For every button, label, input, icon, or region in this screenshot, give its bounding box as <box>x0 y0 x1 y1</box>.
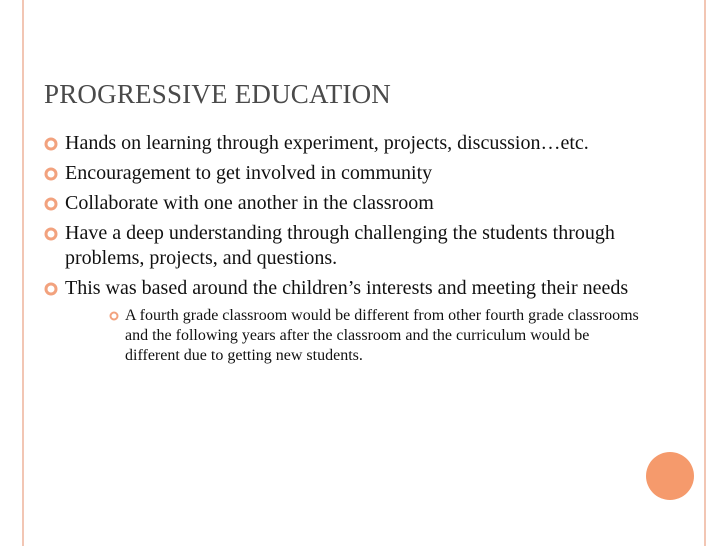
sub-bullet-list <box>109 306 644 366</box>
bullet-item <box>44 276 644 366</box>
bullet-item <box>44 221 644 271</box>
sub-bullet-item <box>109 306 644 366</box>
bullet-text: Have a deep understanding through challenging the students through problems, projects, and questions. <box>65 222 615 269</box>
bullet-text: This was based around the children’s interests and meeting their needs <box>65 277 629 299</box>
bullet-text: Encouragement to get involved in community <box>65 162 433 184</box>
bullet-item <box>44 161 644 186</box>
left-border-line <box>22 0 24 546</box>
slide-title: PROGRESSIVE EDUCATION <box>44 79 391 109</box>
bullet-item <box>44 131 644 156</box>
right-border-line <box>704 0 706 546</box>
ring-bullet-icon <box>44 282 58 296</box>
ring-bullet-icon <box>44 197 58 211</box>
ring-bullet-icon <box>44 167 58 181</box>
sub-bullet-text: A fourth grade classroom would be different from other fourth grade classrooms and the following years after the classroom and the curriculum would be different due to getting new students. <box>125 307 639 364</box>
bullet-item <box>44 191 644 216</box>
ring-bullet-icon <box>44 137 58 151</box>
bullet-text: Hands on learning through experiment, projects, discussion…etc. <box>65 132 589 154</box>
orange-circle <box>646 452 694 500</box>
bullet-list <box>44 131 644 371</box>
bullet-text: Collaborate with one another in the classroom <box>65 192 434 214</box>
ring-bullet-icon <box>109 311 119 321</box>
ring-bullet-icon <box>44 227 58 241</box>
